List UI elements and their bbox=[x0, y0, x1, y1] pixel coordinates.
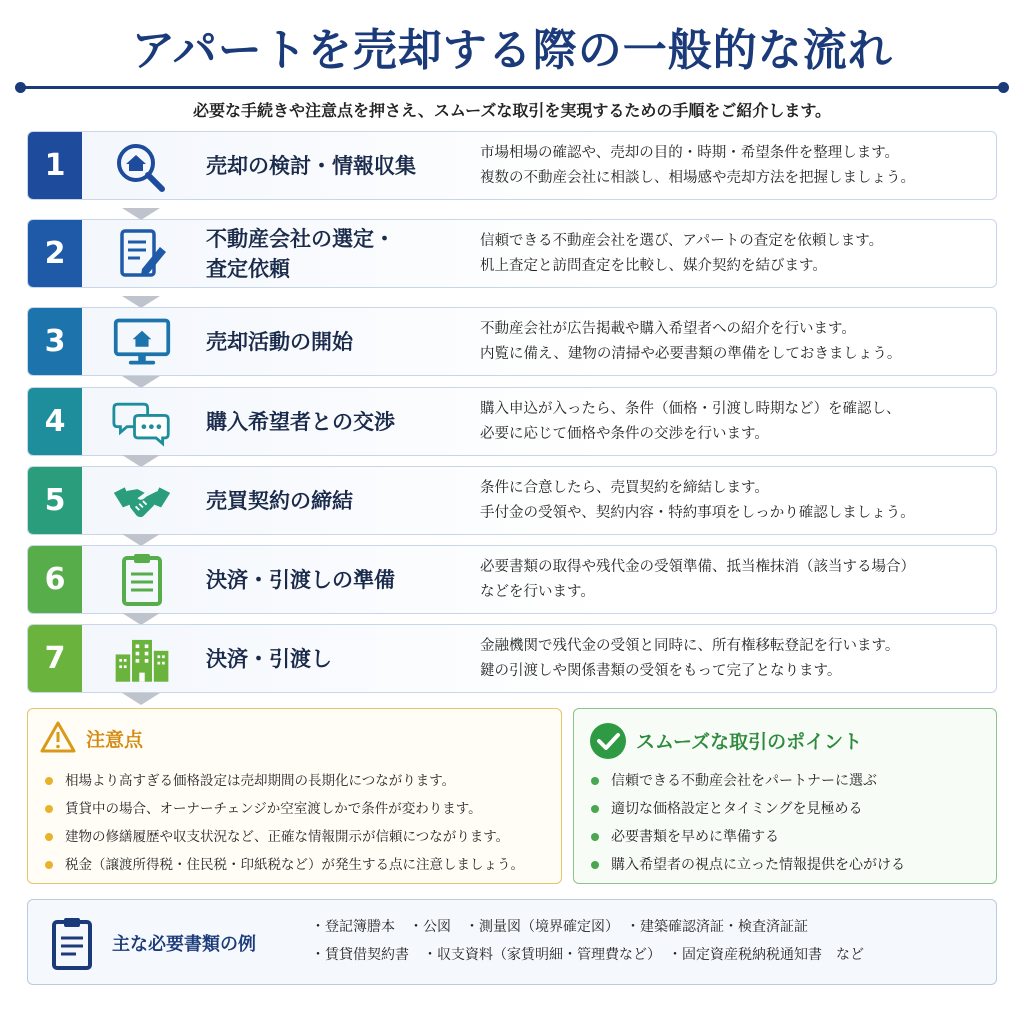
step-description: 金融機関で残代金の受領と同時に、所有権移転登記を行います。 鍵の引渡しや関係書類の受領をもって完了となります。 bbox=[480, 637, 900, 679]
step-title: 売買契約の締結 bbox=[206, 488, 353, 513]
clipboard-icon bbox=[112, 555, 172, 605]
step-4 bbox=[27, 387, 997, 456]
list-item: 必要書類を早めに準備する bbox=[588, 823, 990, 851]
flow-arrow bbox=[122, 693, 160, 705]
points-panel bbox=[573, 708, 997, 884]
step-title: 不動産会社の選定・ 査定依頼 bbox=[206, 226, 395, 281]
caution-title: 注意点 bbox=[86, 729, 144, 751]
step-number: 1 bbox=[28, 132, 82, 199]
list-item: 相場より高すぎる価格設定は売却期間の長期化につながります。 bbox=[42, 767, 555, 795]
step-5 bbox=[27, 466, 997, 535]
handshake-icon bbox=[112, 476, 172, 526]
page-title: アパートを売却する際の一般的な流れ bbox=[131, 25, 893, 76]
documents-panel bbox=[27, 899, 997, 985]
step-description: 市場相場の確認や、売却の目的・時期・希望条件を整理します。 複数の不動産会社に相談し、相場感や売却方法を把握しましょう。 bbox=[480, 144, 915, 186]
step-title: 売却活動の開始 bbox=[206, 329, 353, 354]
step-title: 決済・引渡し bbox=[206, 646, 332, 671]
documents-list-line: ・賃貸借契約書 ・収支資料（家賃明細・管理費など） ・固定資産税納税通知書 など bbox=[311, 947, 864, 963]
step-2 bbox=[27, 219, 997, 288]
documents-list-line: ・登記簿謄本 ・公図 ・測量図（境界確定図） ・建築確認済証・検査済証証 bbox=[311, 919, 808, 935]
step-1 bbox=[27, 131, 997, 200]
document-edit-icon bbox=[112, 229, 172, 279]
list-item: 適切な価格設定とタイミングを見極める bbox=[588, 795, 990, 823]
step-number: 6 bbox=[28, 546, 82, 613]
list-item: 建物の修繕履歴や収支状況など、正確な情報開示が信頼につながります。 bbox=[42, 823, 555, 851]
step-description: 不動産会社が広告掲載や購入希望者への紹介を行います。 内覧に備え、建物の清掃や必要書類の準備をしておきましょう。 bbox=[480, 320, 902, 362]
step-number: 3 bbox=[28, 308, 82, 375]
caution-list bbox=[42, 767, 555, 879]
points-title: スムーズな取引のポイント bbox=[636, 731, 863, 753]
clipboard-icon bbox=[50, 916, 94, 970]
step-number: 5 bbox=[28, 467, 82, 534]
step-description: 信頼できる不動産会社を選び、アパートの査定を依頼します。 机上査定と訪問査定を比較し、媒介契約を結びます。 bbox=[480, 232, 884, 274]
caution-panel bbox=[27, 708, 562, 884]
step-number: 2 bbox=[28, 220, 82, 287]
step-title: 購入希望者との交渉 bbox=[206, 409, 395, 434]
house-search-icon bbox=[112, 141, 172, 191]
step-description: 購入申込が入ったら、条件（価格・引渡し時期など）を確認し、 必要に応じて価格や条件の交渉を行います。 bbox=[480, 400, 901, 442]
step-title: 決済・引渡しの準備 bbox=[206, 567, 395, 592]
monitor-house-icon bbox=[112, 317, 172, 367]
list-item: 信頼できる不動産会社をパートナーに選ぶ bbox=[588, 767, 990, 795]
warning-icon bbox=[40, 721, 76, 753]
page-subtitle: 必要な手続きや注意点を押さえ、スムーズな取引を実現するための手順をご紹介します。 bbox=[192, 101, 832, 120]
buildings-icon bbox=[112, 634, 172, 684]
step-7 bbox=[27, 624, 997, 693]
step-3 bbox=[27, 307, 997, 376]
step-number: 7 bbox=[28, 625, 82, 692]
step-description: 必要書類の取得や残代金の受領準備、抵当権抹消（該当する場合） などを行います。 bbox=[480, 558, 915, 600]
step-6 bbox=[27, 545, 997, 614]
points-list bbox=[588, 767, 990, 879]
step-number: 4 bbox=[28, 388, 82, 455]
step-description: 条件に合意したら、売買契約を締結します。 手付金の受領や、契約内容・特約事項をしっかり確認しましょう。 bbox=[480, 479, 915, 521]
step-title: 売却の検討・情報収集 bbox=[206, 153, 416, 178]
list-item: 賃貸中の場合、オーナーチェンジか空室渡しかで条件が変わります。 bbox=[42, 795, 555, 823]
list-item: 税金（譲渡所得税・住民税・印紙税など）が発生する点に注意しましょう。 bbox=[42, 851, 555, 879]
list-item: 購入希望者の視点に立った情報提供を心がける bbox=[588, 851, 990, 879]
title-divider bbox=[20, 86, 1004, 89]
documents-title: 主な必要書類の例 bbox=[112, 934, 256, 955]
check-circle-icon bbox=[588, 721, 628, 761]
chat-bubbles-icon bbox=[112, 397, 172, 447]
